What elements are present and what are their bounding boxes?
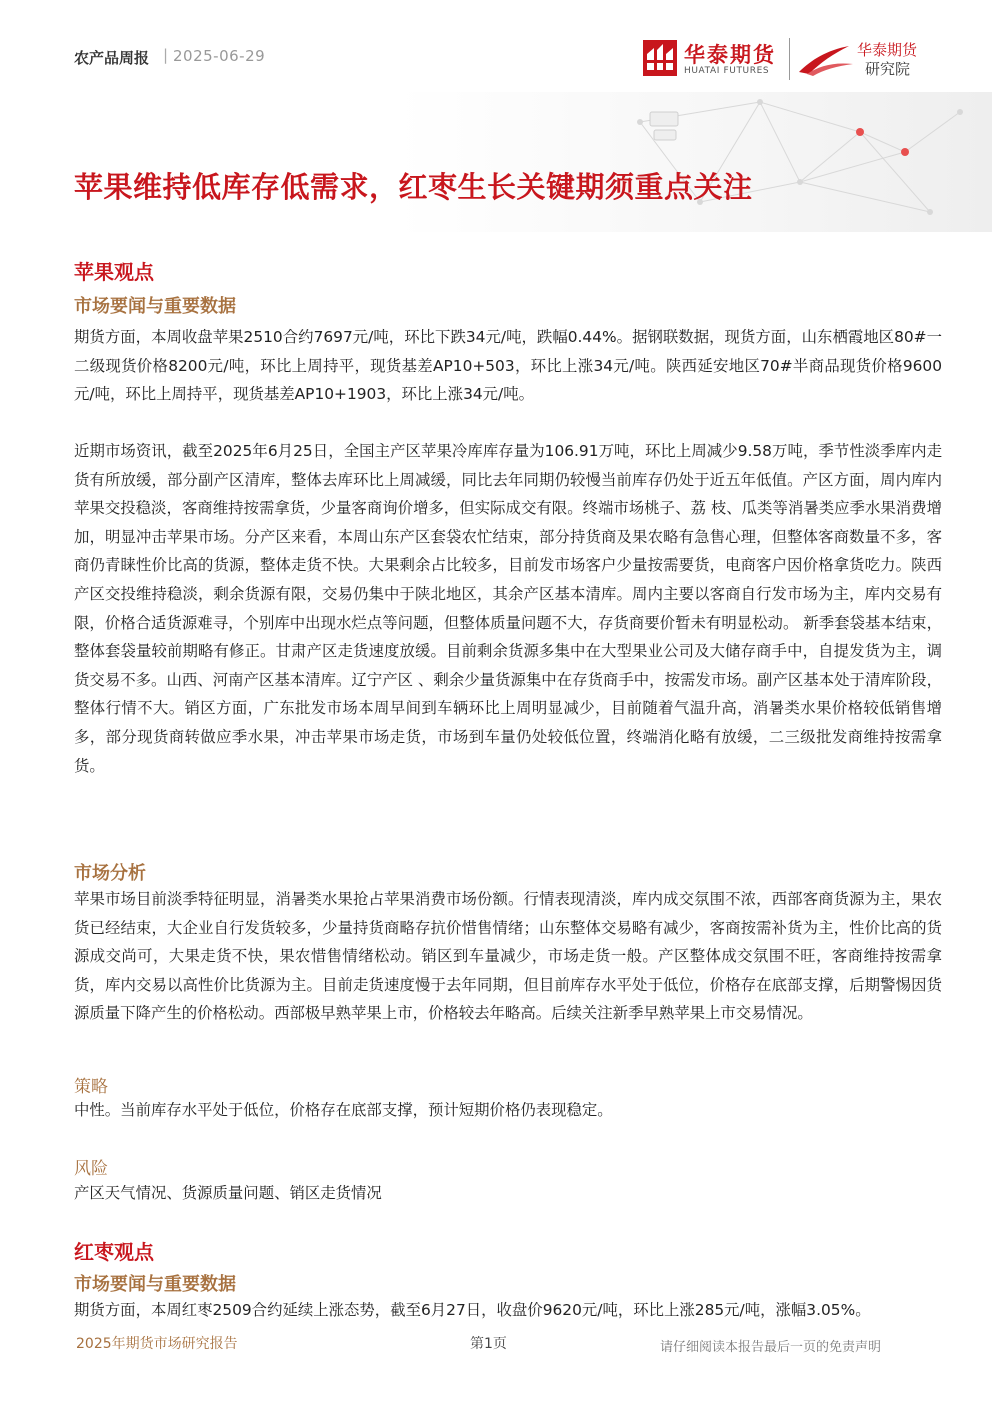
apple-section-heading: 苹果观点 [74,260,154,284]
apple-news-heading: 市场要闻与重要数据 [74,296,236,317]
title-banner [0,92,992,232]
jujube-news-heading: 市场要闻与重要数据 [74,1274,236,1295]
institute-name-line1: 华泰期货 [857,41,918,59]
report-date: 2025-06-29 [173,47,266,65]
footer-disclaimer: 请仔细阅读本报告最后一页的免责声明 [660,1340,882,1355]
apple-risk-heading: 风险 [74,1159,108,1179]
apple-strategy-text: 中性。当前库存水平处于低位，价格存在底部支撑，预计短期价格仍表现稳定。 [74,1101,613,1119]
doc-type-label: 农产品周报 [74,49,150,67]
research-institute-logo [797,36,927,82]
huatai-logo-icon [643,40,677,76]
logo-divider [789,38,790,80]
institute-swoosh-icon [797,42,855,76]
apple-analysis-heading: 市场分析 [74,863,146,884]
institute-name-line2: 研究院 [865,60,911,78]
report-title: 苹果维持低库存低需求，红枣生长关键期须重点关注 [74,170,753,204]
footer-page-number: 第1页 [470,1336,507,1352]
logo-name-en: HUATAI FUTURES [684,66,770,76]
footer-report-name: 2025年期货市场研究报告 [76,1336,238,1352]
huatai-futures-logo [643,38,783,80]
page-header [0,0,992,90]
jujube-news-paragraph-1: 期货方面，本周红枣2509合约延续上涨态势，截至6月27日，收盘价9620元/吨，环比上涨285元/吨，涨幅3.05%。 [74,1301,871,1319]
apple-analysis-paragraph: 苹果市场目前淡季特征明显，消暑类水果抢占苹果消费市场份额。行情表现清淡，库内成交氛围不浓，西部客商货源为主，果农货已经结束，大企业自行发货较多，少量持货商略存抗价惜售情绪；山东整体交易略有减少，客商按需补货为主，性价比高的货源成交尚可，大果走货不快，果农惜售情绪松动。销区到车量减少，市场走货一般。产区整体成交氛围不旺，客商维持按需拿货，库内交易以高性价比货源为主。目前走货速度慢于去年同期，但目前库存水平处于低位，价格存在底部支撑，后期警惕因货源质量下降产生的价格松动。西部极早熟苹果上市，价格较去年略高。后续关注新季早熟苹果上市交易情况。 [74,890,942,1023]
header-separator: | [163,46,169,64]
apple-strategy-heading: 策略 [74,1077,108,1097]
apple-risk-text: 产区天气情况、货源质量问题、销区走货情况 [74,1184,382,1202]
apple-news-paragraph-1: 期货方面，本周收盘苹果2510合约7697元/吨，环比下跌34元/吨，跌幅0.44%。据钢联数据，现货方面，山东栖霞地区80#一二级现货价格8200元/吨，环比上周持平，现货基差AP10+503，环比上涨34元/吨。陕西延安地区70#半商品现货价格9600元/吨，环比上周持平，现货基差AP10+1903，环比上涨34元/吨。 [74,328,942,404]
jujube-section-heading: 红枣观点 [74,1240,154,1264]
apple-news-paragraph-2: 近期市场资讯，截至2025年6月25日，全国主产区苹果冷库库存量为106.91万吨，环比上周减少9.58万吨，季节性淡季库内走货有所放缓，部分副产区清库，整体去库环比上周减缓，同比去年同期仍较慢当前库存仍处于近五年低值。产区方面，周内库内苹果交投稳淡，客商维持按需拿货，少量客商询价增多，但实际成交有限。终端市场桃子、荔 枝、瓜类等消暑类应季水果消费增加，明显冲击苹果市场。分产区来看，本周山东产区套袋农忙结束，部分持货商及果农略有急售心理，但整体客商数量不多，客商仍青睐性价比高的货源，整体走货不快。大果剩余占比较多，目前发市场客户少量按需要货，电商客户因价格拿货吃力。陕西产区交投维持稳淡，剩余货源有限，交易仍集中于陕北地区，其余产区基本清库。周内主要以客商自行发市场为主，库内交易有限，价格合适货源难寻，个别库中出现水烂点等问题，但整体质量问题不大，存货商要价暂未有明显松动。 新季套袋基本结束，整体套袋量较前期略有修正。甘肃产区走货速度放缓。目前剩余货源多集中在大型果业公司及大储存商手中，自提发货为主，调货交易不多。山西、河南产区基本清库。辽宁产区 、剩余少量货源集中在存货商手中，按需发市场。副产区基本处于清库阶段，整体行情不大。销区方面，广东批发市场本周早间到车辆环比上周明显减少，目前随着气温升高，消暑类水果价格较低销售增多，部分现货商转做应季水果，冲击苹果市场走货，市场到车量仍处较低位置，终端消化略有放缓，二三级批发商维持按需拿货。 [74,442,942,775]
network-graphic [0,92,992,232]
logo-name-cn: 华泰期货 [684,43,776,67]
